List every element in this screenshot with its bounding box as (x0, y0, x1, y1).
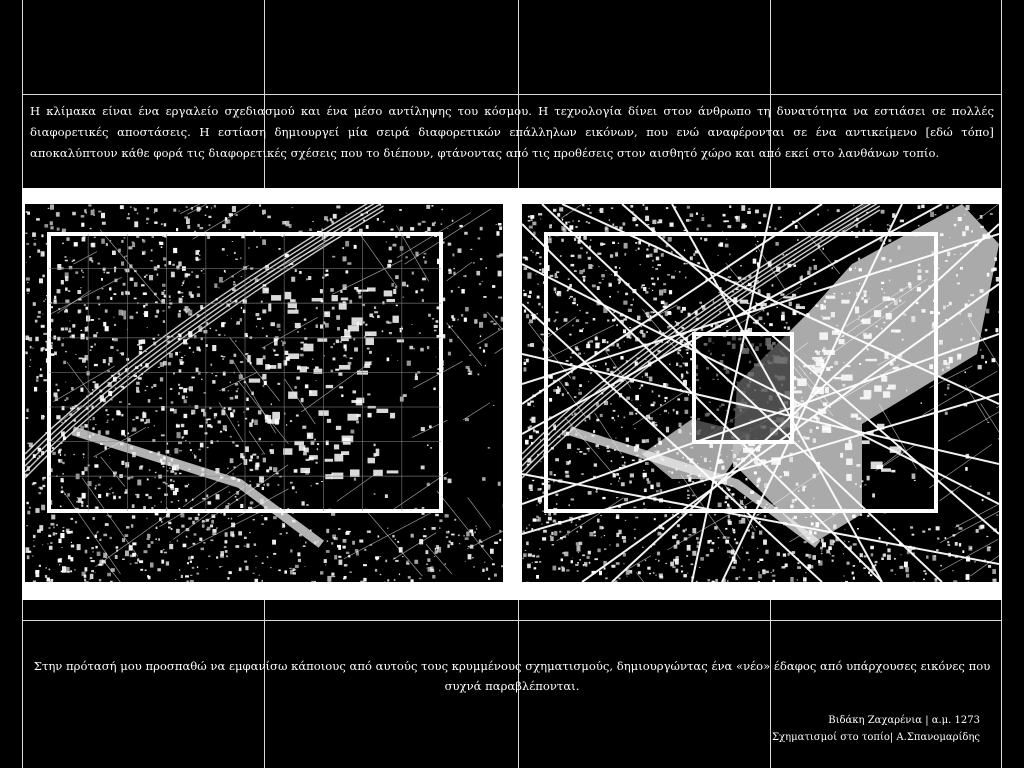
aerial-map-grid-svg (25, 204, 503, 582)
signature-block (772, 712, 980, 746)
grid-hline (22, 94, 1002, 95)
aerial-map-lines-svg (522, 204, 999, 582)
course-line: Σχηματισμοί στο τοπίο| Α.Σπανομαρίδης (771, 732, 980, 743)
highway (25, 204, 384, 544)
proposal-paragraph: Στην πρότασή μου προσπαθώ να εμφανίσω κάποιους από αυτούς τους κρυμμένους σχηματισμούς, δημιουργώντας ένα «νέο» έδαφος από υπάρχουσες εικόνες που συχνά παραβλέπονται. (33, 659, 991, 693)
aerial-map-grid-image (25, 204, 503, 582)
aerial-map-lines-image (522, 204, 999, 582)
image-strip-right-edge (999, 188, 1002, 600)
image-divider (503, 188, 522, 600)
intro-paragraph: Η κλίμακα είναι ένα εργαλείο σχεδιασμού και ένα μέσο αντίληψης του κόσμου. Η τεχνολογία δίνει στον άνθρωπο τη δυνατότητα να εστιάσει σε πολλές διαφορετικές αποστάσεις. Η εστίαση δημιουργεί μία σειρά διαφορετικών επάλληλων εικόνων, που ενώ αναφέρονται σε ένα αντικείμενο [εδώ τόπο] αποκαλύπτουν κάθε φορά τις διαφορετικές σχέσεις που το διέπουν, φτάνοντας από τις προθέσεις στον αισθητό χώρο και από εκεί στο λανθάνων τοπίο. (30, 104, 994, 160)
map-texture (25, 204, 503, 582)
grid-hline (22, 620, 1002, 621)
author-line: Βιδάκη Ζαχαρένια | α.μ. 1273 (828, 715, 980, 726)
frame-grid (49, 234, 441, 511)
